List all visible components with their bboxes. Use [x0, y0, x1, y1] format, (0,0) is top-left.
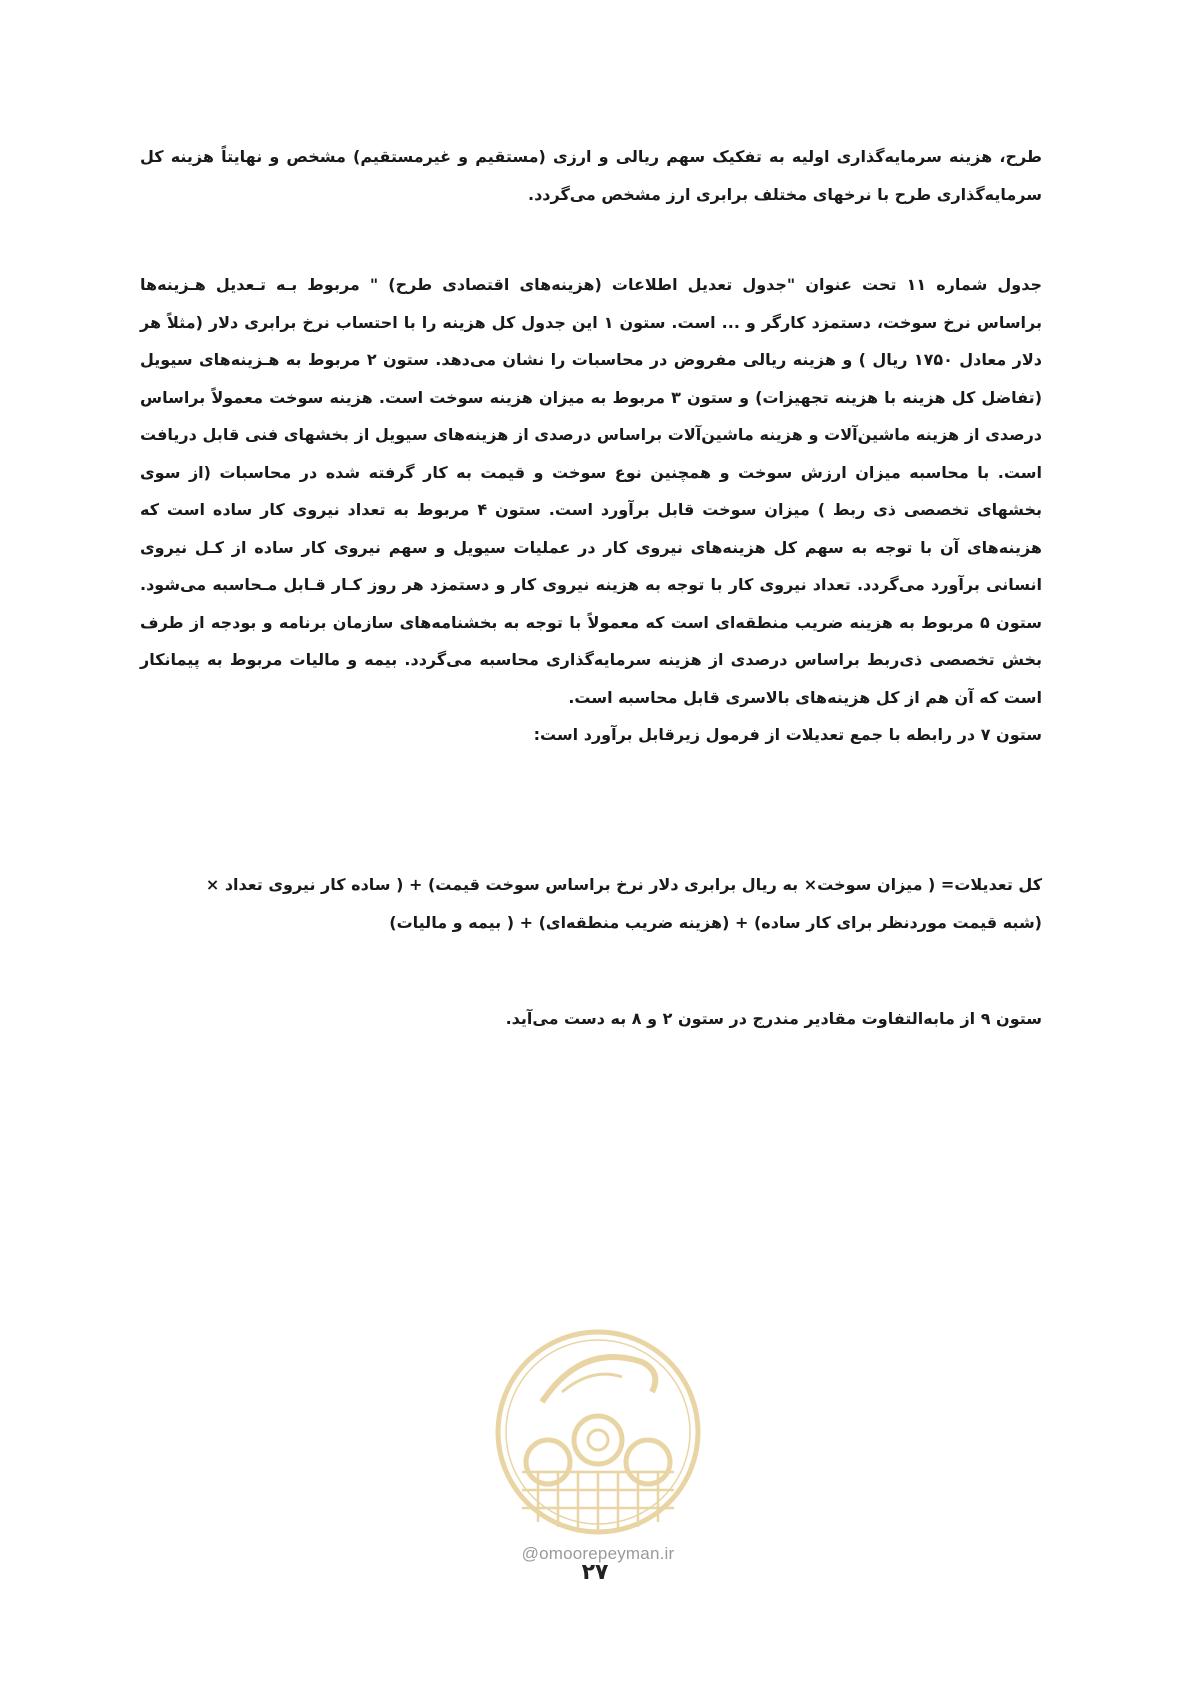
- paragraph-3-text: ستون ۹ از مابه‌التفاوت مقادیر مندرج در ستون ۲ و ۸ به دست می‌آید.: [505, 1009, 1042, 1028]
- paragraph-table-11: [140, 266, 1042, 754]
- paragraph-1-text: طرح، هزینه سرمایه‌گذاری اولیه به تفکیک سهم ریالی و ارزی (مستقیم و غیرمستقیم) مشخص و نهایتاً هزینه کل سرمایه‌گذاری طرح با نرخهای مختلف برابری ارز مشخص می‌گردد.: [140, 147, 1042, 204]
- paragraph-intro: [140, 138, 1042, 213]
- page-number: ۲۷: [581, 1560, 609, 1585]
- formula-line-1: کل تعدیلات= ( میزان سوخت× به ریال برابری دلار نرخ براساس سوخت قیمت) + ( ساده کار نیروی تعداد ×: [205, 875, 1042, 894]
- paragraph-column-9: [140, 1000, 1042, 1038]
- omoorepeyman-logo-icon: [492, 1322, 704, 1572]
- paragraph-2b-text: ستون ۷ در رابطه با جمع تعدیلات از فرمول زیرقابل برآورد است:: [533, 725, 1042, 744]
- paragraph-2-text: جدول شماره ۱۱ تحت عنوان "جدول تعدیل اطلاعات (هزینه‌های اقتصادی طرح) " مربوط بـه تـعدیل هـزینه‌ها براساس نرخ سوخت، دستمزد کارگر و ... است. ستون ۱ این جدول کل هزینه را با احتساب نرخ برابری دلار (مثلاً هر دلار معادل ۱۷۵۰ ریال ) و هزینه ریالی مفروض در محاسبات را نشان می‌دهد. ستون ۲ مربوط به هـزینه‌های سیویل (تفاضل کل هزینه با هزینه تجهیزات) و ستون ۳ مربوط به میزان هزینه سوخت است. هزینه سوخت معمولاً براساس درصدی از هزینه ماشین‌آلات و هزینه ماشین‌آلات براساس درصدی از هزینه‌های سیویل از بخشهای فنی قابل دریافت است. با محاسبه میزان ارزش سوخت و همچنین نوع سوخت و قیمت به کار گرفته شده در محاسبات (از سوی بخشهای تخصصی ذی ربط ) میزان سوخت قابل برآورد است. ستون ۴ مربوط به تعداد نیروی کار ساده است که هزینه‌های آن با توجه به سهم کل هزینه‌های نیروی کار در عملیات سیویل و سهم نیروی کار ساده از کـل نیروی انسانی برآورد می‌گردد. تعداد نیروی کار با توجه به هزینه نیروی کار و دستمزد هر روز کـار قـابل مـحاسبه می‌شود. ستون ۵ مربوط به هزینه ضریب منطقه‌ای است که معمولاً با توجه به بخشنامه‌های سازمان برنامه و بودجه از طرف بخش تخصصی ذی‌ربط براساس درصدی از هزینه سرمایه‌گذاری محاسبه می‌گردد. بیمه و مالیات مربوط به پیمانکار است که آن هم از کل هزینه‌های بالاسری قابل محاسبه است.: [140, 275, 1043, 707]
- formula-line-2: (شبه قیمت موردنظر برای کار ساده) + (هزینه ضریب منطقه‌ای) + ( بیمه و مالیات): [389, 912, 1042, 932]
- formula-block: [140, 866, 1042, 941]
- watermark-url: @omoorepeyman.ir: [521, 1544, 675, 1563]
